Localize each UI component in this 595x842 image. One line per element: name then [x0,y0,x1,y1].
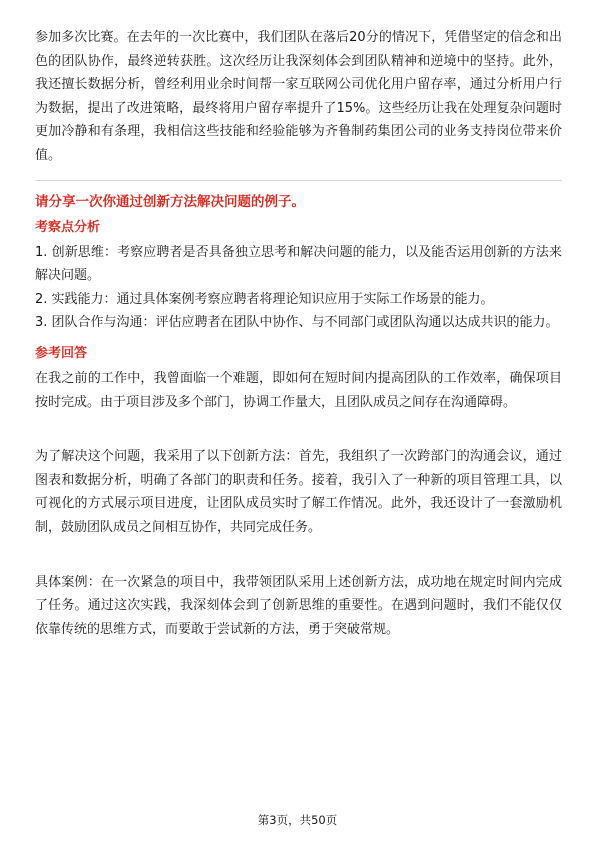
page-content [35,26,562,641]
answer-paragraph: 具体案例：在一次紧急的项目中，我带领团队采用上述创新方法，成功地在规定时间内完成了任务。通过这次实践，我深刻体会到了创新思维的重要性。在遇到问题时，我们不能仅仅依靠传统的思维方式，而要敢于尝试新的方法，勇于突破常规。 [35,574,562,637]
analysis-item: 2. 实践能力：通过具体案例考察应聘者将理论知识应用于实际工作场景的能力。 [35,291,494,307]
page-number: 第3页，共50页 [257,813,338,827]
analysis-heading: 考察点分析 [35,219,101,235]
section-divider [35,180,562,181]
answer-heading: 参考回答 [35,345,88,361]
question-title: 请分享一次你通过创新方法解决问题的例子。 [35,193,305,210]
analysis-item: 3. 团队合作与沟通：评估应聘者在团队中协作、与不同部门或团队沟通以达成共识的能力。 [35,315,559,331]
answer-paragraph: 为了解决这个问题，我采用了以下创新方法：首先，我组织了一次跨部门的沟通会议，通过图表和数据分析，明确了各部门的职责和任务。接着，我引入了一种新的项目管理工具，以可视化的方式展示项目进度，让团队成员实时了解工作情况。此外，我还设计了一套激励机制，鼓励团队成员之间相互协作，共同完成任务。 [35,449,562,535]
analysis-item: 1. 创新思维：考察应聘者是否具备独立思考和解决问题的能力，以及能否运用创新的方法来解决问题。 [35,244,562,284]
answer-paragraph: 在我之前的工作中，我曾面临一个难题，即如何在短时间内提高团队的工作效率，确保项目按时完成。由于项目涉及多个部门，协调工作量大，且团队成员之间存在沟通障碍。 [35,370,562,410]
intro-paragraph: 参加多次比赛。在去年的一次比赛中，我们团队在落后20分的情况下，凭借坚定的信念和出色的团队协作，最终逆转获胜。这次经历让我深刻体会到团队精神和逆境中的坚持。此外，我还擅长数据分析，曾经利用业余时间帮一家互联网公司优化用户留存率，通过分析用户行为数据，提出了改进策略，最终将用户留存率提升了15%。这些经历让我在处理复杂问题时更加冷静和有条理，我相信这些技能和经验能够为齐鲁制药集团公司的业务支持岗位带来价值。 [35,30,562,163]
